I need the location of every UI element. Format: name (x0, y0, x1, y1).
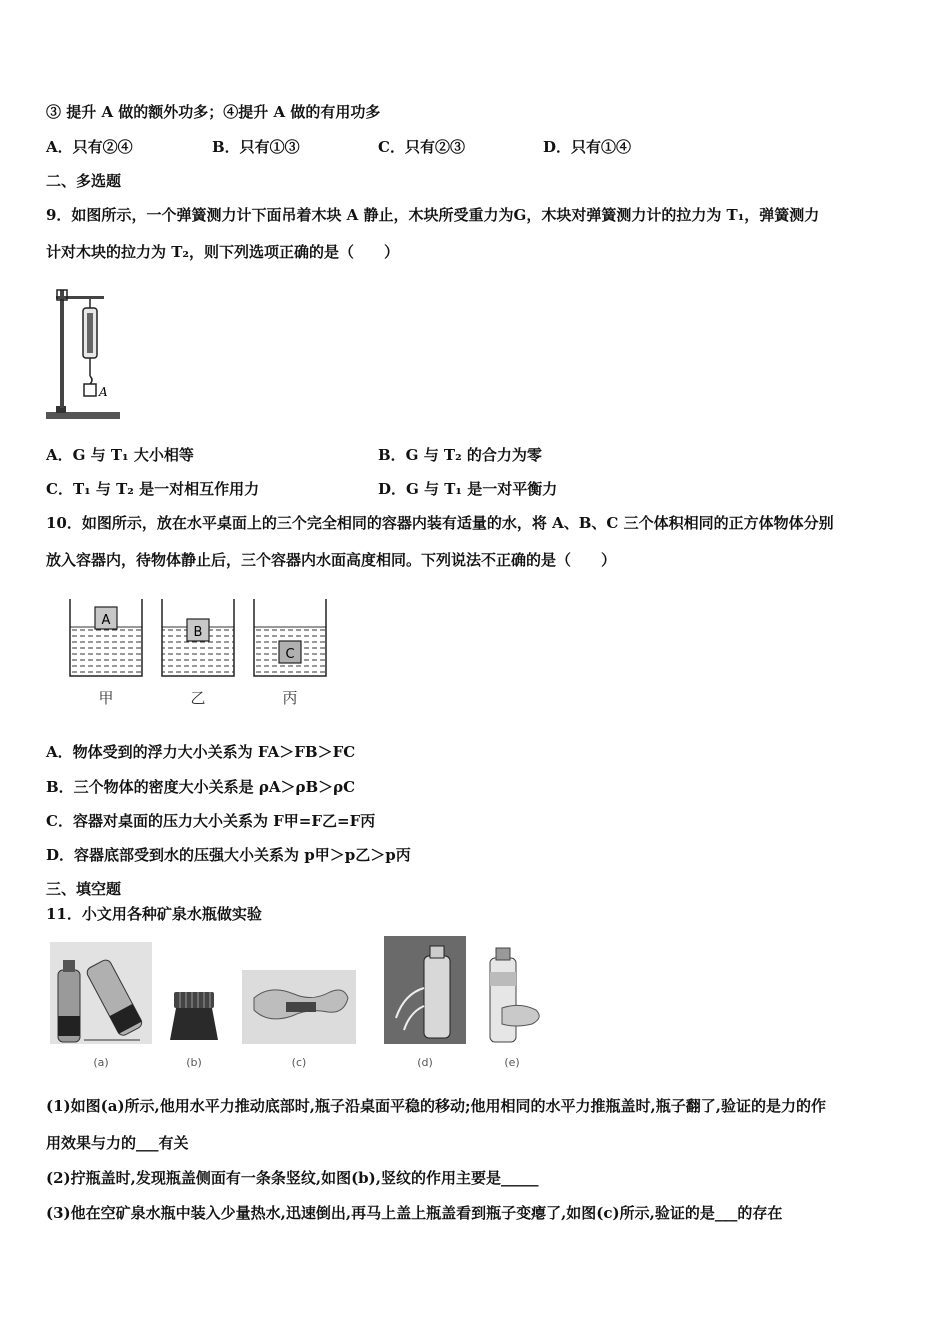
q10-option-d: D．容器底部受到水的压强大小关系为 p甲＞p乙＞p丙 (46, 846, 411, 864)
q8-option-d: D．只有①④ (543, 138, 632, 156)
bottle-photos-figure (50, 936, 560, 1076)
stand-pole (60, 290, 64, 408)
spring-scale-figure (44, 282, 124, 422)
caption-a: (a) (93, 1056, 109, 1069)
q11-sub3: (3)他在空矿泉水瓶中装入少量热水,迅速倒出,再马上盖上瓶盖看到瓶子变瘪了,如图(c)所示,验证的是___的存在 (46, 1204, 783, 1222)
q9-stem-line2: 计对木块的拉力为 T₂，则下列选项正确的是（ ） (46, 243, 399, 261)
caption-d: (d) (417, 1056, 433, 1069)
container-yi (162, 599, 234, 676)
bottle-squeezed-cap (496, 948, 510, 960)
q10-stem-line2: 放入容器内，待物体静止后，三个容器内水面高度相同。下列说法不正确的是（ ） (46, 551, 617, 569)
photo-a (50, 942, 152, 1069)
container-jia (70, 599, 142, 676)
photo-b (170, 992, 218, 1069)
bottle-upright-cap (63, 960, 75, 972)
q10-option-b: B．三个物体的密度大小关系是 ρA＞ρB＞ρC (46, 778, 356, 796)
block-label: A (99, 385, 108, 399)
q11-stem: 11．小文用各种矿泉水瓶做实验 (46, 905, 262, 923)
block-c-label: C (285, 647, 295, 662)
stand-arm (56, 296, 104, 299)
q11-sub1-line2: 用效果与力的___有关 (46, 1134, 189, 1152)
hand-icon (502, 1005, 539, 1026)
q11-sub1-line1: (1)如图(a)所示,他用水平力推动底部时,瓶子沿桌面平稳的移动;他用相同的水平力推瓶盖时,瓶子翻了,验证的是力的作 (46, 1097, 826, 1115)
q9-option-a: A．G 与 T₁ 大小相等 (46, 446, 194, 464)
container-bing (254, 599, 326, 676)
bottle-upright-label (58, 1016, 80, 1036)
hook-icon (90, 376, 92, 384)
crushed-bottle-label (286, 1002, 316, 1012)
caption-b: (b) (186, 1056, 202, 1069)
q11-sub2: (2)拧瓶盖时,发现瓶盖侧面有一条条竖纹,如图(b),竖纹的作用主要是_____ (46, 1169, 539, 1187)
q9-option-c: C．T₁ 与 T₂ 是一对相互作用力 (46, 480, 260, 498)
q9-option-d: D．G 与 T₁ 是一对平衡力 (378, 480, 558, 498)
caption-c: (c) (291, 1056, 307, 1069)
spring-scale-slot (87, 313, 93, 353)
q10-option-a: A．物体受到的浮力大小关系为 FA＞FB＞FC (46, 743, 356, 761)
q8-option-c: C．只有②③ (378, 138, 465, 156)
q9-option-b: B．G 与 T₂ 的合力为零 (378, 446, 542, 464)
caption-e: (e) (504, 1056, 520, 1069)
q8-continuation: ③ 提升 A 做的额外功多；④提升 A 做的有用功多 (46, 103, 381, 121)
bottle-squeezed (490, 958, 516, 1042)
photo-d (384, 936, 466, 1069)
bottle-with-holes-cap (430, 946, 444, 958)
caption-jia: 甲 (98, 689, 114, 707)
block-b-label: B (193, 625, 203, 640)
bottle-squeezed-label (490, 972, 516, 986)
block-a-label: A (101, 613, 111, 628)
q10-option-c: C．容器对桌面的压力大小关系为 F甲=F乙=F丙 (46, 812, 376, 830)
stand-base (46, 412, 120, 419)
water-jia (70, 627, 142, 676)
bottle-with-holes (424, 956, 450, 1038)
section-fill-blank-title: 三、填空题 (46, 880, 122, 898)
photo-c (242, 970, 356, 1069)
photo-e (490, 948, 539, 1069)
caption-bing: 丙 (282, 689, 298, 707)
wood-block (84, 384, 96, 396)
q10-stem-line1: 10．如图所示，放在水平桌面上的三个完全相同的容器内装有适量的水，将 A、B、C 三个体积相同的正方体物体分别 (46, 514, 834, 532)
containers-figure (64, 597, 339, 712)
section-multi-choice-title: 二、多选题 (46, 172, 122, 190)
q9-stem-line1: 9．如图所示，一个弹簧测力计下面吊着木块 A 静止，木块所受重力为G，木块对弹簧测力计的拉力为 T₁，弹簧测力 (46, 206, 820, 224)
q8-option-b: B．只有①③ (212, 138, 300, 156)
cap-neck (170, 1008, 218, 1040)
q8-option-a: A．只有②④ (46, 138, 133, 156)
caption-yi: 乙 (190, 689, 206, 707)
